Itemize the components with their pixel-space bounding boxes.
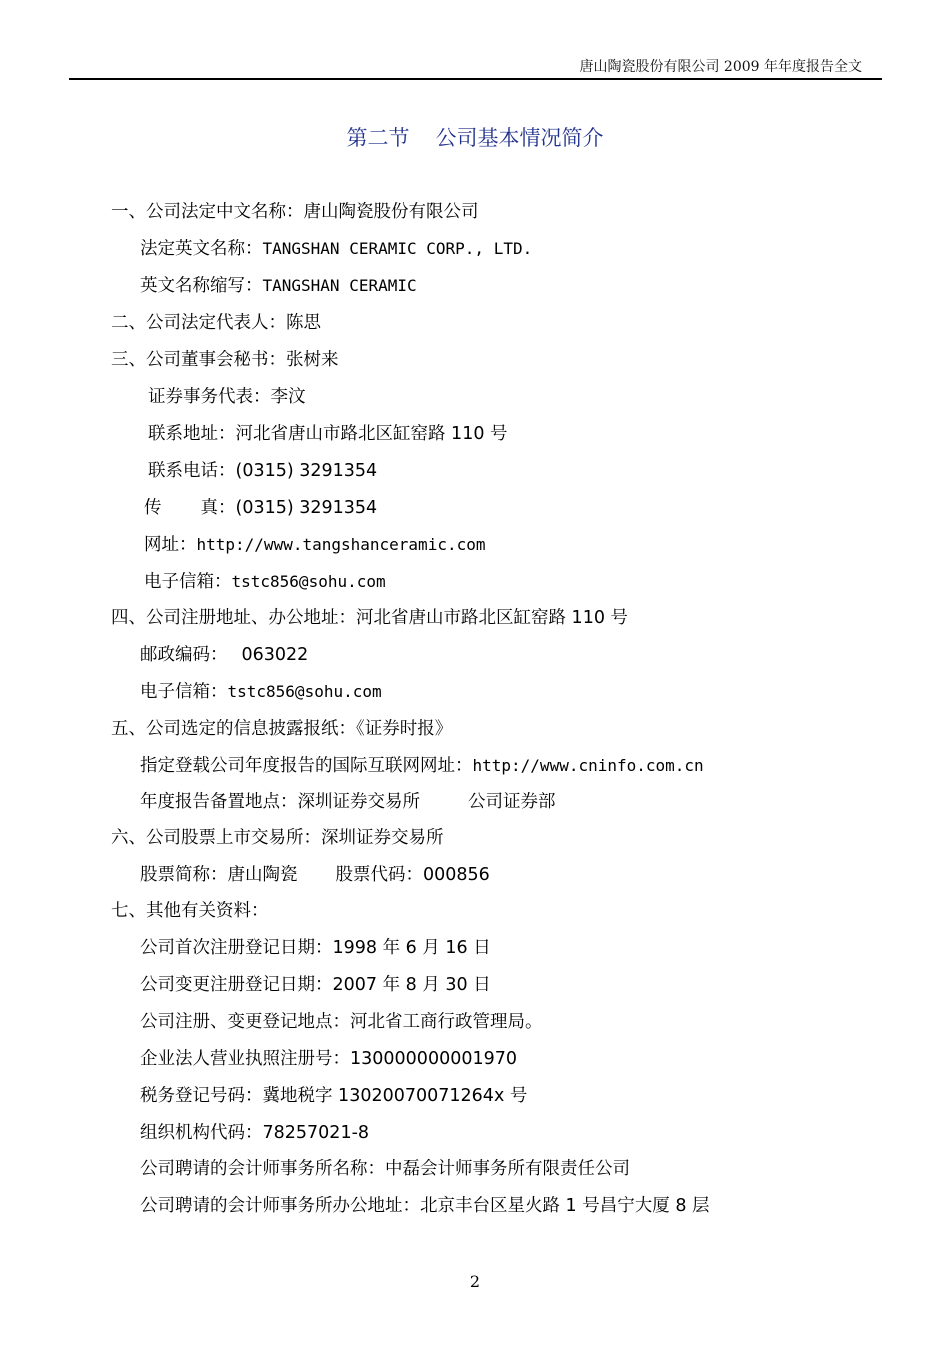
item-other-info: 七、其他有关资料： [111,901,269,921]
item-website: 网址：http://www.tangshanceramic.com [144,535,486,555]
item-email: 电子信箱：tstc856@sohu.com [144,572,386,592]
item-report-website: 指定登载公司年度报告的国际互联网网址：http://www.cninfo.com.cn [140,756,704,776]
item-fax: 传 真：(0315) 3291354 [144,498,378,518]
item-company-cn-name: 一、公司法定中文名称：唐山陶瓷股份有限公司 [111,202,479,222]
item-contact-address: 联系地址：河北省唐山市路北区缸窑路 110 号 [148,424,508,444]
header-title: 唐山陶瓷股份有限公司 2009 年年度报告全文 [579,59,862,75]
item-organization-code: 组织机构代码：78257021-8 [140,1123,370,1143]
item-tax-registration-no: 税务登记号码：冀地税字 13020070071264x 号 [140,1086,528,1106]
item-change-registration-date: 公司变更注册登记日期：2007 年 8 月 30 日 [140,975,491,995]
item-stock-exchange: 六、公司股票上市交易所：深圳证券交易所 [111,828,444,848]
item-disclosure-newspaper: 五、公司选定的信息披露报纸：《证券时报》 [111,719,453,739]
item-report-location: 年度报告备置地点：深圳证券交易所 公司证券部 [140,792,556,812]
report-website-link[interactable]: http://www.cninfo.com.cn [472,756,704,775]
item-business-license-no: 企业法人营业执照注册号：130000000001970 [140,1049,518,1069]
item-contact-phone: 联系电话：(0315) 3291354 [148,461,378,481]
item-auditor-name: 公司聘请的会计师事务所名称：中磊会计师事务所有限责任公司 [140,1159,630,1179]
email-link[interactable]: tstc856@sohu.com [231,572,386,591]
item-board-secretary: 三、公司董事会秘书：张树来 [111,350,339,370]
section-number: 第二节 [346,126,410,150]
header-divider [69,78,882,80]
item-auditor-address: 公司聘请的会计师事务所办公地址：北京丰台区星火路 1 号昌宁大厦 8 层 [140,1196,710,1216]
item-company-en-abbr: 英文名称缩写：TANGSHAN CERAMIC [140,276,417,296]
item-legal-rep: 二、公司法定代表人：陈思 [111,313,321,333]
item-first-registration-date: 公司首次注册登记日期：1998 年 6 月 16 日 [140,938,491,958]
website-link[interactable]: http://www.tangshanceramic.com [196,535,486,554]
section-title [0,122,950,152]
item-company-en-name: 法定英文名称：TANGSHAN CERAMIC CORP., LTD. [140,239,533,259]
item-postal-code: 邮政编码： 063022 [140,645,309,665]
item-registration-location: 公司注册、变更登记地点：河北省工商行政管理局。 [140,1012,543,1032]
email-link-2[interactable]: tstc856@sohu.com [227,682,382,701]
page-number: 2 [469,1272,481,1291]
item-registered-address: 四、公司注册地址、办公地址：河北省唐山市路北区缸窑路 110 号 [111,608,629,628]
item-email-2: 电子信箱：tstc856@sohu.com [140,682,382,702]
item-securities-rep: 证券事务代表：李汶 [148,387,306,407]
section-heading: 公司基本情况简介 [435,126,604,150]
item-stock-info: 股票简称：唐山陶瓷 股票代码：000856 [140,865,490,885]
